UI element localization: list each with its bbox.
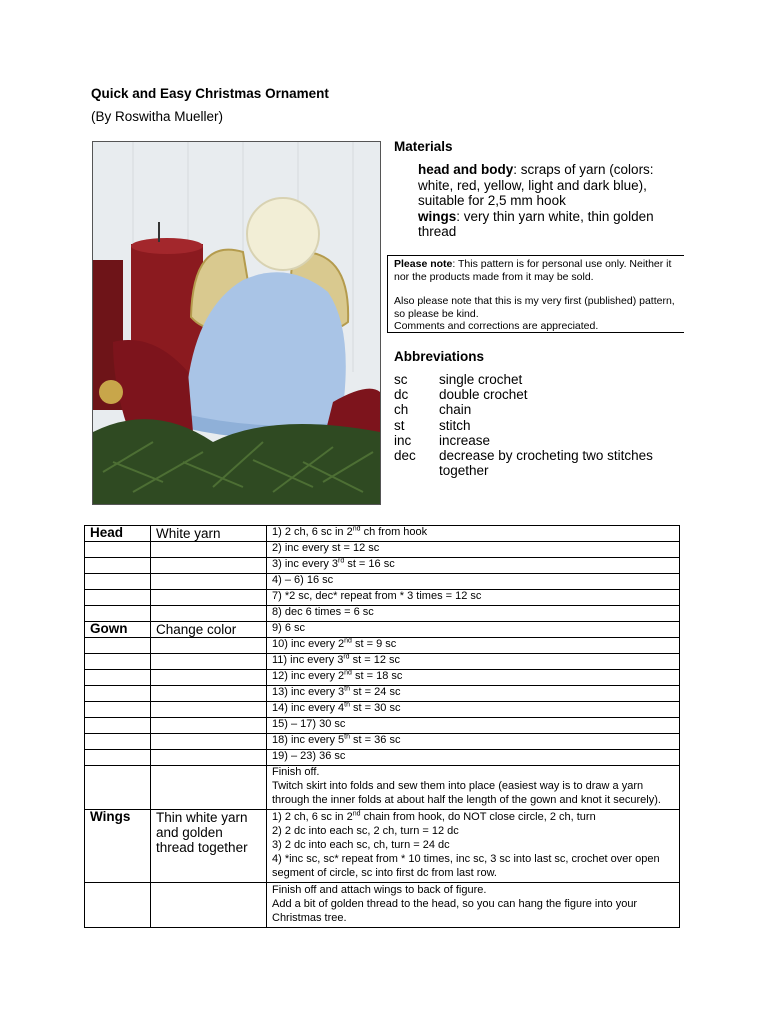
instruction-cell: 14) inc every 4th st = 30 sc [267,702,680,718]
wings-label: wings [418,208,457,224]
table-row [85,686,680,702]
section-label-gown: Gown [85,622,151,638]
table-row [85,810,680,883]
instruction-cell: 4) – 6) 16 sc [267,574,680,590]
instruction-cell: 1) 2 ch, 6 sc in 2nd chain from hook, do NOT close circle, 2 ch, turn 2) 2 dc into each sc, 2 ch, turn = 12 dc 3) 2 dc into each sc, ch, turn = 24 dc 4) *inc sc, sc* repeat from * 10 times, inc sc, 3 sc into last sc, crochet over open segment of circle, sc into first dc from last row. [267,810,680,883]
instruction-cell: 8) dec 6 times = 6 sc [267,606,680,622]
note-label: Please note [394,258,453,270]
table-row [85,574,680,590]
instruction-cell: 10) inc every 2nd st = 9 sc [267,638,680,654]
table-row [85,558,680,574]
table-row [85,718,680,734]
instruction-cell: 19) – 23) 36 sc [267,750,680,766]
head-body-label: head and body [418,162,514,177]
instruction-cell: 2) inc every st = 12 sc [267,542,680,558]
abbreviation-item: st stitch [394,417,471,433]
document-title: Quick and Easy Christmas Ornament [91,86,329,101]
note-box [387,255,684,333]
table-row [85,654,680,670]
instruction-cell: 13) inc every 3th st = 24 sc [267,686,680,702]
table-row [85,526,680,542]
note-line-3: Comments and corrections are appreciated. [394,320,599,332]
table-row [85,883,680,928]
head-body-text: : scraps of yarn (colors: white, red, yellow, light and dark blue), suitable for 2,5 mm hook [418,162,654,208]
table-row [85,638,680,654]
section-label-wings: Wings [85,810,151,883]
pattern-table [84,525,680,928]
instruction-cell: 11) inc every 3rd st = 12 sc [267,654,680,670]
note-line-2: Also please note that this is my very first (published) pattern, so please be kind. [394,295,675,320]
abbreviation-item: dec decrease by crocheting two stitches together [394,448,653,479]
table-row [85,670,680,686]
ornament-photo [92,141,381,505]
table-row [85,542,680,558]
instruction-cell: 12) inc every 2nd st = 18 sc [267,670,680,686]
abbreviation-item: dc double crochet [394,387,528,403]
wings-text: : very thin yarn white, thin golden thread [418,208,654,239]
abbreviations-list [394,372,679,478]
table-row [85,734,680,750]
table-row [85,766,680,810]
abbreviation-item: sc single crochet [394,372,523,387]
ornament-photo-illustration [93,142,380,504]
table-row [85,702,680,718]
abbreviations-heading: Abbreviations [394,349,485,364]
author-line: (By Roswitha Mueller) [91,109,224,124]
section-desc-wings: Thin white yarn and golden thread together [151,810,267,883]
instruction-cell: 15) – 17) 30 sc [267,718,680,734]
table-row [85,606,680,622]
abbreviation-item: inc increase [394,432,491,448]
instruction-cell: 18) inc every 5th st = 36 sc [267,734,680,750]
materials-heading: Materials [394,139,453,154]
instruction-cell: Finish off. Twitch skirt into folds and sew them into place (easiest way is to draw a yarn through the inner folds at about half the length of the gown and knot it securely). [267,766,680,810]
section-label-head: Head [85,526,151,542]
instruction-cell: 3) inc every 3rd st = 16 sc [267,558,680,574]
abbreviation-item: ch chain [394,402,472,418]
instruction-cell: 7) *2 sc, dec* repeat from * 3 times = 12 sc [267,590,680,606]
table-row [85,590,680,606]
materials-text [418,162,680,240]
instruction-cell: 1) 2 ch, 6 sc in 2nd ch from hook [267,526,680,542]
table-row [85,750,680,766]
instruction-cell: Finish off and attach wings to back of figure. Add a bit of golden thread to the head, so you can hang the figure into your Christmas tree. [267,883,680,928]
section-desc-gown: Change color [151,622,267,638]
note-line-1: : This pattern is for personal use only. Neither it nor the products made from it may be sold. [394,258,672,283]
section-desc-head: White yarn [151,526,267,542]
instruction-cell: 9) 6 sc [267,622,680,638]
table-row [85,622,680,638]
